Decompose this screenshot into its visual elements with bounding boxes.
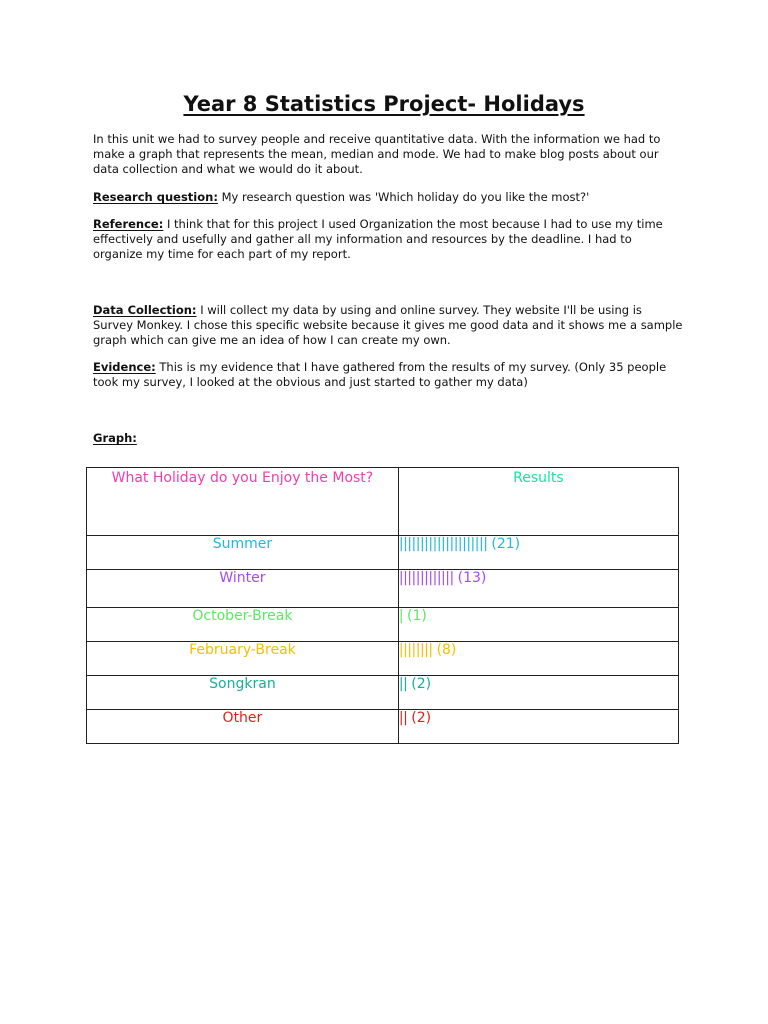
header-results-cell bbox=[398, 468, 678, 536]
result-cell bbox=[398, 642, 678, 676]
result-count: (13) bbox=[457, 570, 487, 586]
holiday-name: Songkran bbox=[209, 676, 276, 692]
result-cell bbox=[398, 608, 678, 642]
research-question-paragraph bbox=[93, 190, 683, 205]
header-question: What Holiday do you Enjoy the Most? bbox=[111, 470, 374, 486]
page-title: Year 8 Statistics Project- Holidays bbox=[183, 92, 585, 116]
result-count: (8) bbox=[436, 642, 457, 658]
holiday-name: Summer bbox=[212, 536, 273, 552]
research-question-text: My research question was 'Which holiday do you like the most?' bbox=[217, 190, 590, 204]
reference-paragraph bbox=[93, 217, 683, 262]
result-cell bbox=[398, 710, 678, 744]
tally-marks: ||||||||||||| bbox=[398, 570, 458, 586]
data-collection-label: Data Collection: bbox=[93, 303, 197, 317]
tally-marks: | bbox=[398, 608, 408, 624]
result-count: (2) bbox=[411, 676, 432, 692]
holiday-cell bbox=[87, 676, 399, 710]
tally-marks: || bbox=[398, 676, 412, 692]
holiday-cell bbox=[87, 608, 399, 642]
tally-marks: |||||||| bbox=[398, 642, 437, 658]
holiday-name: February-Break bbox=[189, 642, 296, 658]
graph-label: Graph: bbox=[93, 431, 137, 445]
reference-text: I think that for this project I used Organization the most because I had to use my time effectively and usefully and gather all my information and resources by the deadline. I had to organize my time for each part of my report. bbox=[93, 217, 663, 261]
holiday-name: Other bbox=[222, 710, 263, 726]
data-collection-paragraph bbox=[93, 303, 683, 348]
table-row bbox=[87, 536, 679, 570]
evidence-label: Evidence: bbox=[93, 360, 156, 374]
result-count: (21) bbox=[491, 536, 521, 552]
tally-marks: || bbox=[398, 710, 412, 726]
tally-marks: ||||||||||||||||||||| bbox=[398, 536, 492, 552]
reference-label: Reference: bbox=[93, 217, 164, 231]
intro-paragraph: In this unit we had to survey people and receive quantitative data. With the information we had to make a graph that represents the mean, median and mode. We had to make blog posts about our data collection and what we would do it about. bbox=[93, 132, 661, 176]
result-count: (1) bbox=[407, 608, 427, 624]
table-row bbox=[87, 570, 679, 608]
table-row bbox=[87, 642, 679, 676]
data-collection-text: I will collect my data by using and online survey. They website I'll be using is Survey Monkey. I chose this specific website because it gives me good data and it shows me a sample graph which can give me an idea of how I can create my own. bbox=[93, 303, 683, 347]
results-table bbox=[86, 467, 679, 744]
research-question-label: Research question: bbox=[93, 190, 218, 204]
evidence-text: This is my evidence that I have gathered from the results of my survey. (Only 35 people took my survey, I looked at the obvious and just started to gather my data) bbox=[93, 360, 667, 389]
table-row bbox=[87, 608, 679, 642]
result-cell bbox=[398, 676, 678, 710]
table-row bbox=[87, 676, 679, 710]
header-results: Results bbox=[513, 470, 564, 486]
table-header-row bbox=[87, 468, 679, 536]
table-row bbox=[87, 710, 679, 744]
evidence-paragraph bbox=[93, 360, 683, 390]
holiday-name: Winter bbox=[219, 570, 266, 586]
holiday-name: October-Break bbox=[192, 608, 293, 624]
result-cell bbox=[398, 570, 678, 608]
result-cell bbox=[398, 536, 678, 570]
result-count: (2) bbox=[411, 710, 432, 726]
header-question-cell bbox=[87, 468, 399, 536]
holiday-cell bbox=[87, 570, 399, 608]
holiday-cell bbox=[87, 642, 399, 676]
holiday-cell bbox=[87, 710, 399, 744]
holiday-cell bbox=[87, 536, 399, 570]
